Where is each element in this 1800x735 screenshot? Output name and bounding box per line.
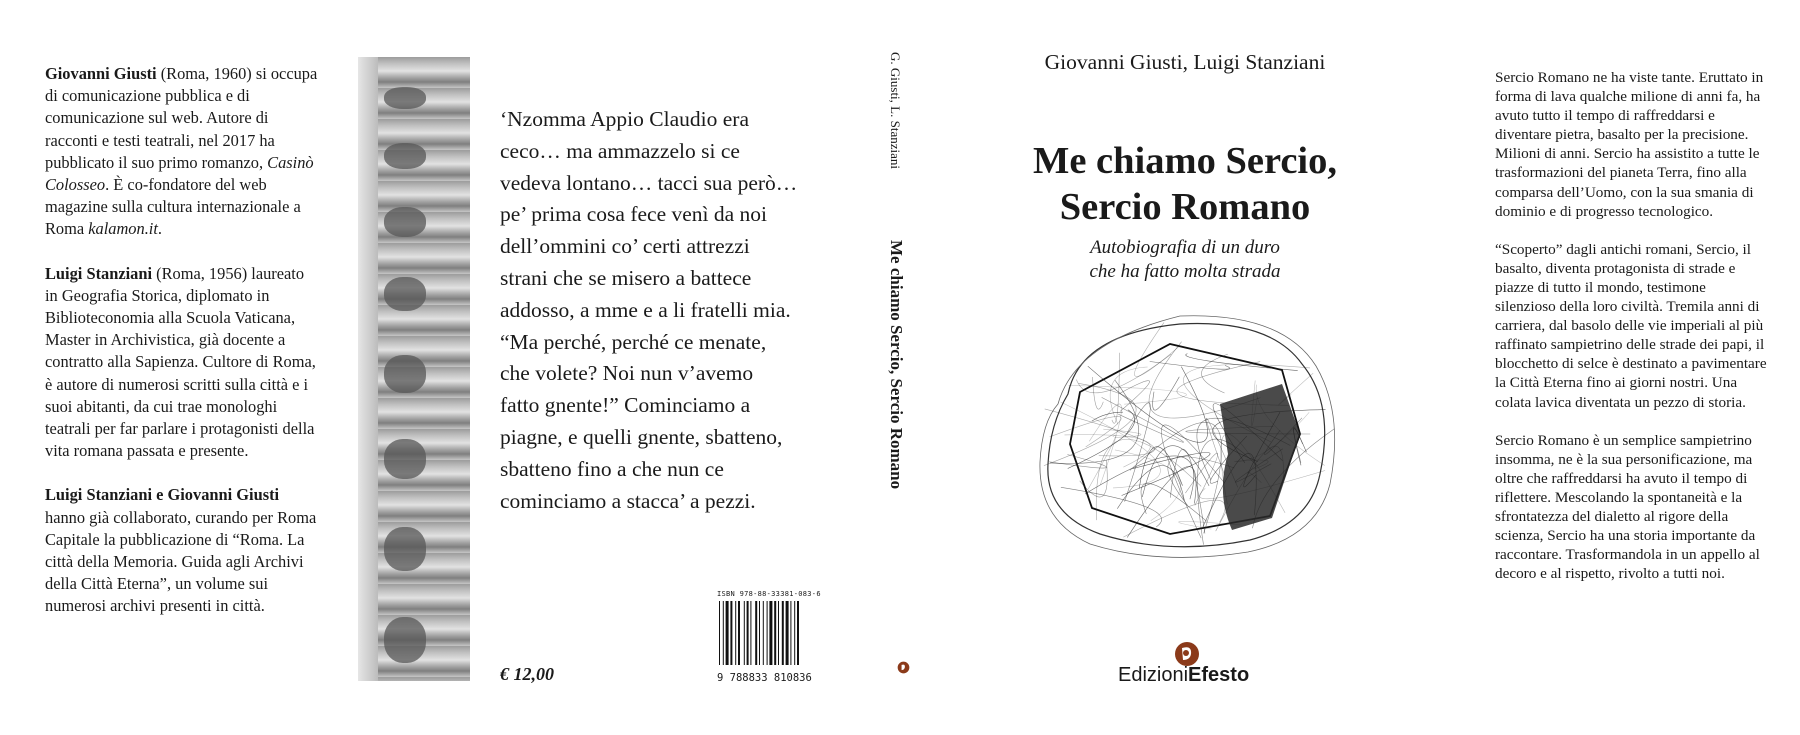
quote-line: “Ma perché, perché ce menate, (500, 329, 767, 354)
photo-edge (358, 57, 378, 681)
bio-text: . È co-fondatore del web magazine sulla cultura internazionale a Roma (45, 175, 301, 239)
barcode-bar (744, 601, 745, 665)
barcode-bar (730, 601, 732, 665)
barcode-bar (747, 601, 749, 665)
subtitle-line: Autobiografia di un duro (1090, 237, 1280, 258)
author-name: Giovanni Giusti (45, 64, 157, 83)
bio-text: hanno già collaborato, curando per Roma Capitale la pubblicazione di “Roma. La città della Memoria. Guida agli Archivi della Città Eterna”, un volume sui numerosi archivi presenti in città. (45, 507, 317, 616)
stone-shape (384, 527, 426, 571)
publisher-logo-icon (897, 661, 910, 674)
back-cover-quote (500, 104, 840, 517)
stone-shape (384, 277, 426, 311)
quote-line: ceco… ma ammazzelo si ce (500, 138, 740, 163)
scribble-stroke (1127, 467, 1196, 538)
barcode-bar (797, 601, 799, 665)
quote-line: strani che se misero a battece (500, 265, 752, 290)
book-subtitle (1030, 236, 1340, 284)
scribble-stroke (1065, 435, 1151, 467)
quote-line: dell’ommini co’ certi attrezzi (500, 234, 750, 259)
scribble-stroke (1044, 383, 1136, 465)
barcode-bar (782, 601, 784, 665)
price: € 12,00 (500, 664, 554, 684)
stone-shape (384, 143, 426, 169)
quote-line: vedeva lontano… tacci sua però… (500, 170, 798, 195)
title-line: Me chiamo Sercio, (1033, 140, 1337, 182)
barcode-bars (717, 601, 823, 667)
barcode-bar (738, 601, 740, 665)
bio-stanziani (45, 263, 320, 463)
spine-title: Me chiamo Sercio, Sercio Romano (887, 240, 906, 490)
scribble-stroke (1139, 447, 1182, 489)
barcode-digits: 9 788833 810836 (717, 672, 812, 684)
publisher-name (1118, 664, 1249, 687)
scribble-stroke (1170, 449, 1205, 533)
cover-authors: Giovanni Giusti, Luigi Stanziani (1044, 50, 1326, 74)
stone-illustration (1020, 294, 1350, 564)
publisher-name-part: Edizioni (1118, 664, 1189, 686)
bio-collaboration (45, 484, 320, 617)
scribble-stroke (1119, 381, 1149, 412)
bio-text: (Roma, 1956) laureato in Geografia Storica, diplomato in Biblioteconomia alla Scuola Vaticana, Master in Archivistica, già docente a contratto alla Sapienza. Cultore di Roma, è autore di numerosi scritti sulla città e i suoi abitanti, da cui trae monologhi teatrali per far parlare i protagonisti della vita romana passata e presente. (45, 263, 316, 461)
stone-shape (384, 355, 426, 393)
isbn-barcode (717, 590, 823, 684)
barcode-bar (735, 601, 736, 665)
stone-shape (384, 207, 426, 237)
cobblestone-photo (358, 57, 470, 681)
barcode-bar (763, 601, 764, 665)
scribble-stroke (1141, 483, 1207, 521)
barcode-bar (790, 601, 791, 665)
barcode-bar (794, 601, 795, 665)
bio-text: . (157, 219, 163, 239)
scribble-stroke (1110, 367, 1147, 424)
stone-shape (384, 617, 426, 663)
barcode-bar (778, 601, 779, 665)
quote-line: fatto gnente!” Cominciamo a (500, 393, 751, 418)
description-paragraph: “Scoperto” dagli antichi romani, Sercio, il basalto, diventa protagonista di strade e piazze di tutto il mondo, testimone silenzioso della loro civiltà. Tremila anni di carriera, dal basolo delle vie imperiali al più raffinato sampietrino delle strade dei papi, il blocchetto di selce è destinato a pavimentare la Città Eterna fino ai giorni nostri. Una colata lavica diventata un pezzo di storia. (1495, 240, 1767, 411)
publisher-logo (1110, 640, 1270, 690)
back-flap-bios (45, 63, 320, 640)
subtitle-line: che ha fatto molta strada (1089, 261, 1281, 282)
barcode-bar (769, 601, 772, 665)
scribble-stroke (1161, 425, 1224, 538)
quote-line: pe’ prima cosa fece venì da noi (500, 202, 768, 227)
description-paragraph: Sercio Romano è un semplice sampietrino insomma, ne è la sua personificazione, ma oltre che raffreddarsi ha avuto il tempo di riflettere. Mescolando la spontaneità e la sfrontatezza del dialetto al rigore della scienza, Sercio ha una storia importante da raccontare. Trasformandola in un appello al decoro e al rispetto, rivolto a tutti noi. (1495, 431, 1760, 583)
book-title (1000, 138, 1370, 230)
quote-line: sbatteno fino a che nun ce (500, 456, 724, 481)
scribble-stroke (1049, 455, 1106, 469)
scribble-stroke (1122, 452, 1210, 495)
front-flap-description (1495, 68, 1770, 602)
barcode-bar (774, 601, 776, 665)
barcode-bar (767, 601, 768, 665)
bio-text: (Roma, 1960) si occupa di comunicazione pubblica e di comunicazione sul web. Autore di racconti e testi teatrali, nel 2017 ha pubblicato il suo primo romanzo, (45, 64, 318, 172)
author-names: Luigi Stanziani e Giovanni Giusti (45, 485, 280, 505)
quote-line: che volete? Noi nun v’avemo (500, 361, 754, 386)
quote-line: cominciamo a stacca’ a pezzi. (500, 488, 756, 513)
scribble-stroke (1123, 500, 1225, 537)
barcode-bar (726, 601, 729, 665)
title-line: Sercio Romano (1059, 186, 1311, 228)
bio-giusti (45, 63, 320, 241)
scribble-stroke (1061, 487, 1162, 527)
magazine-name: kalamon.it (88, 219, 158, 239)
publisher-name-part: Efesto (1188, 664, 1250, 686)
barcode-bar (755, 601, 757, 665)
stone-shape (384, 439, 426, 479)
isbn-number: ISBN 978-88-33381-083-6 (717, 590, 821, 598)
author-name: Luigi Stanziani (45, 263, 153, 283)
stone-shape (384, 87, 426, 109)
quote-line: addosso, a mme e a li fratelli mia. (500, 297, 791, 322)
quote-line: ‘Nzomma Appio Claudio era (500, 107, 749, 131)
scribble-stroke (1201, 354, 1227, 393)
scribble-stroke (1153, 377, 1180, 410)
quote-line: piagne, e quelli gnente, sbatteno, (500, 424, 783, 449)
novel-title: Casinò Colosseo (45, 152, 314, 195)
barcode-bar (786, 601, 789, 665)
barcode-bar (759, 601, 760, 665)
scribble-stroke (1050, 416, 1122, 446)
spine-authors: G. Giusti, L. Stanziani (888, 52, 903, 169)
barcode-bar (719, 601, 720, 665)
description-paragraph: Sercio Romano ne ha viste tante. Eruttato in forma di lava qualche milione di anni fa, ha avuto tutto il tempo di raffreddarsi e diventare pietra, basalto per la precisione. Milioni di anni. Sercio ha assistito a tutte le trasformazioni del pianeta Terra, fino alla comparsa dell’Uomo, con la sua smania di dominio e di progresso tecnologico. (1495, 69, 1764, 220)
barcode-bar (750, 601, 751, 665)
scribble-stroke (1080, 460, 1108, 497)
barcode-bar (723, 601, 724, 665)
